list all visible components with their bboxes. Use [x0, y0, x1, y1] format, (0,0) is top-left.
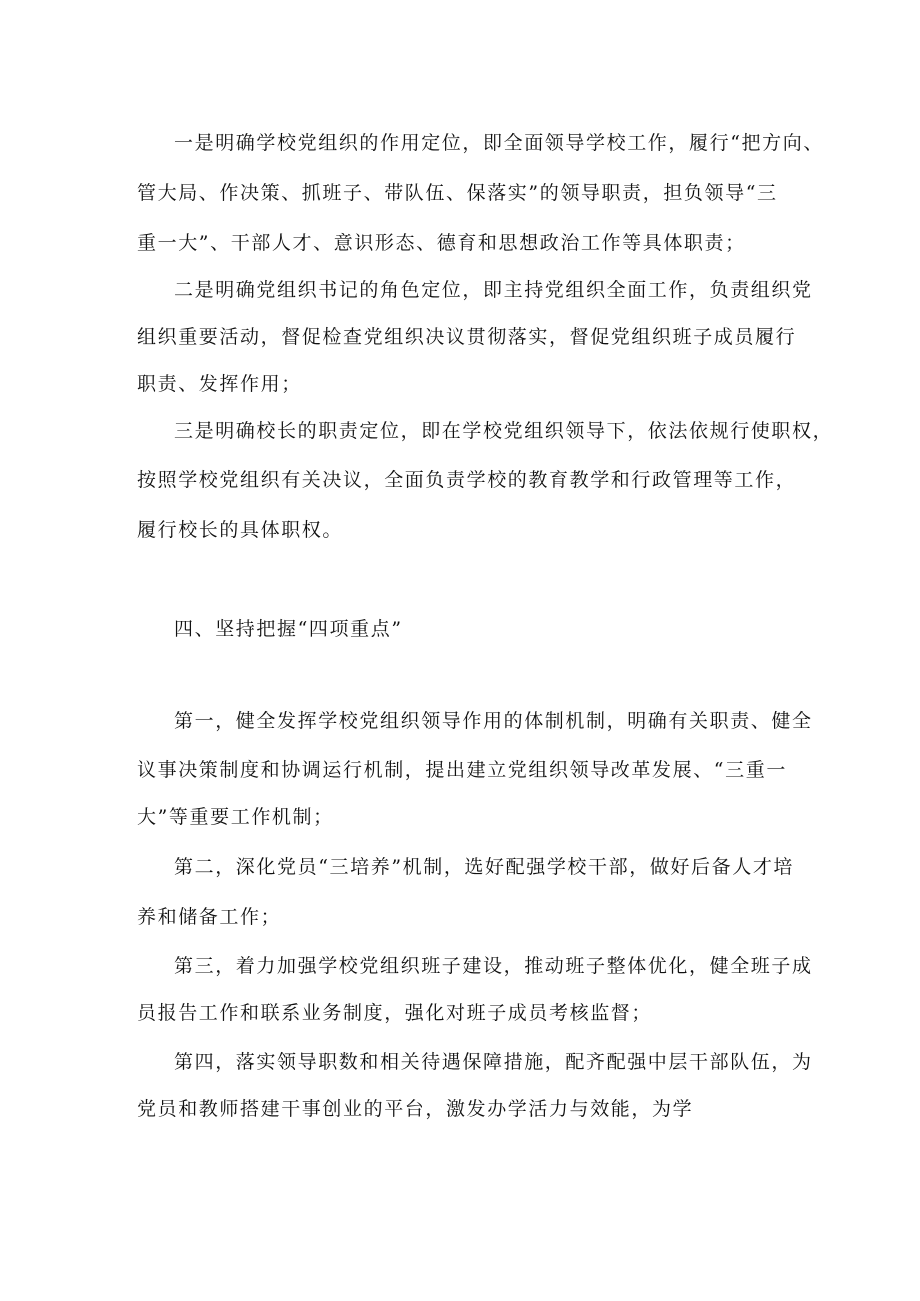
- paragraph-1-line-1: 一是明确学校党组织的作用定位，即全面领导学校工作，履行“把方向、: [174, 132, 824, 154]
- paragraph-3-line-2: 按照学校党组织有关决议，全面负责学校的教育教学和行政管理等工作，: [137, 469, 797, 491]
- section-heading: 四、坚持把握“四项重点”: [174, 618, 403, 640]
- paragraph-1-line-2: 管大局、作决策、抓班子、带队伍、保落实”的领导职责，担负领导“三: [137, 182, 778, 204]
- paragraph-6-line-2: 员报告工作和联系业务制度，强化对班子成员考核监督；: [137, 1002, 653, 1024]
- paragraph-5-line-1: 第二，深化党员“三培养”机制，选好配强学校干部，做好后备人才培: [174, 856, 795, 878]
- paragraph-2-line-3: 职责、发挥作用；: [137, 373, 302, 395]
- paragraph-3-line-1: 三是明确校长的职责定位，即在学校党组织领导下，依法依规行使职权，: [174, 420, 834, 442]
- paragraph-5-line-2: 养和储备工作；: [137, 906, 282, 928]
- paragraph-4-line-3: 大”等重要工作机制；: [137, 806, 334, 828]
- paragraph-4-line-2: 议事决策制度和协调运行机制，提出建立党组织领导改革发展、“三重一: [137, 759, 787, 781]
- paragraph-4-line-1: 第一，健全发挥学校党组织领导作用的体制机制，明确有关职责、健全: [174, 710, 813, 732]
- paragraph-7-line-2: 党员和教师搭建干事创业的平台，激发办学活力与效能，为学: [137, 1098, 694, 1120]
- paragraph-7-line-1: 第四，落实领导职数和相关待遇保障措施，配齐配强中层干部队伍，为: [174, 1051, 813, 1073]
- paragraph-6-line-1: 第三，着力加强学校党组织班子建设，推动班子整体优化，健全班子成: [174, 955, 813, 977]
- paragraph-3-line-3: 履行校长的具体职权。: [137, 519, 344, 541]
- paragraph-2-line-1: 二是明确党组织书记的角色定位，即主持党组织全面工作，负责组织党: [174, 279, 813, 301]
- paragraph-2-line-2: 组织重要活动，督促检查党组织决议贯彻落实，督促党组织班子成员履行: [137, 326, 797, 348]
- paragraph-1-line-3: 重一大”、干部人才、意识形态、德育和思想政治工作等具体职责；: [137, 232, 746, 254]
